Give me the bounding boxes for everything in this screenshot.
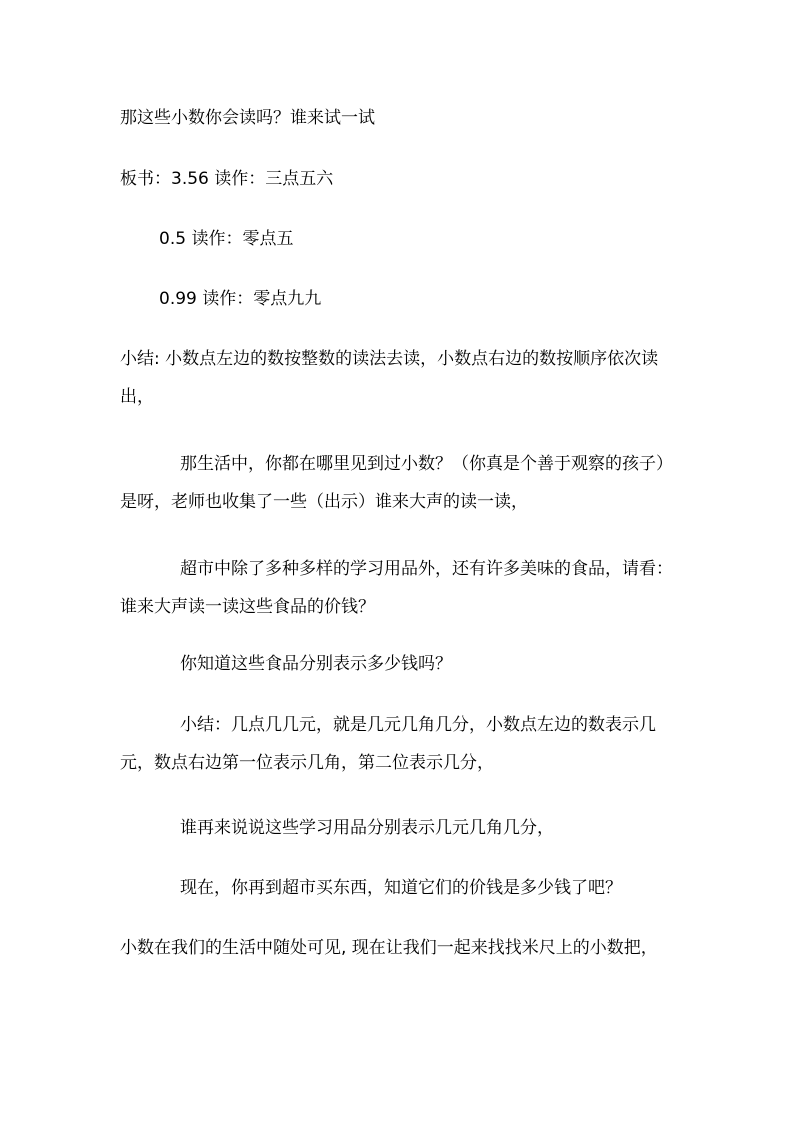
paragraph-9: 小结：几点几几元，就是几元几角几分，小数点左边的数表示几元，数点右边第一位表示几角，第二位表示几分， <box>120 715 656 773</box>
paragraph-2: 板书：3.56 读作：三点五六 <box>120 169 334 189</box>
paragraph-5: 小结: 小数点左边的数按整数的读法去读，小数点右边的数按顺序依次读出， <box>120 349 659 407</box>
paragraph-10: 谁再来说说这些学习用品分别表示几元几角几分， <box>180 818 554 838</box>
paragraph-11: 现在，你再到超市买东西，知道它们的价钱是多少钱了吧？ <box>180 878 622 898</box>
paragraph-1: 那这些小数你会读吗？谁来试一试 <box>120 108 375 128</box>
paragraph-3: 0.5 读作：零点五 <box>159 229 294 249</box>
paragraph-6: 那生活中，你都在哪里见到过小数？（你真是个善于观察的孩子）是呀，老师也收集了一些（出示）谁来大声的读一读， <box>120 454 673 512</box>
paragraph-4: 0.99 读作：零点九九 <box>159 289 322 309</box>
paragraph-7: 超市中除了多种多样的学习用品外，还有许多美味的食品，请看：谁来大声读一读这些食品的价钱？ <box>120 559 673 617</box>
paragraph-8: 你知道这些食品分别表示多少钱吗？ <box>180 654 452 674</box>
paragraph-12: 小数在我们的生活中随处可见, 现在让我们一起来找找米尺上的小数把， <box>120 938 658 958</box>
